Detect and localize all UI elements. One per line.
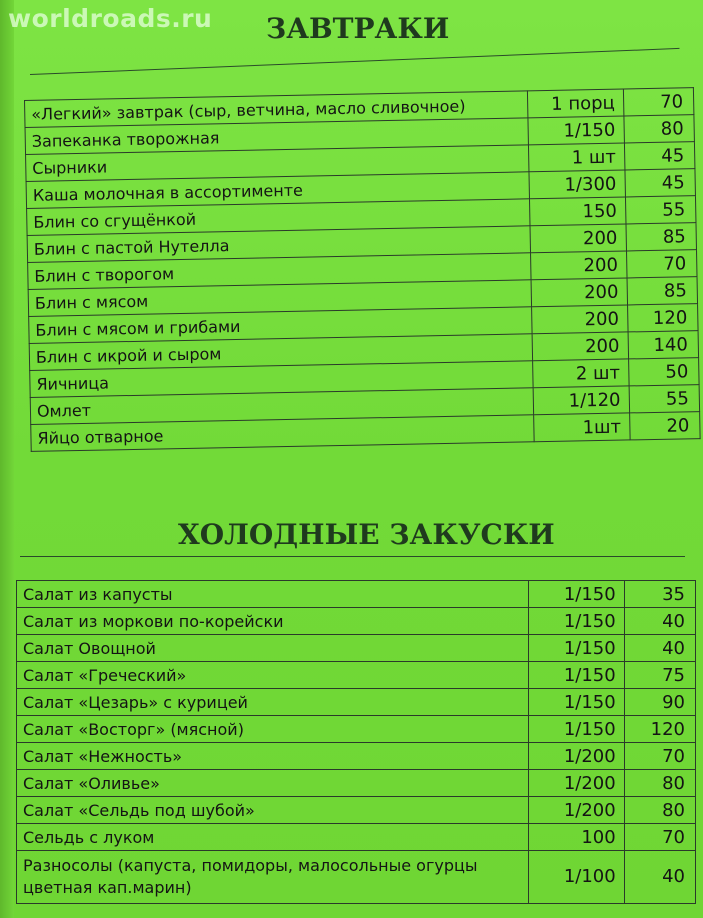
table-row	[17, 770, 696, 797]
item-price: 90	[624, 689, 695, 716]
item-price: 20	[629, 412, 700, 440]
item-price: 140	[628, 331, 699, 359]
item-price: 70	[624, 743, 695, 770]
item-name: Салат «Цезарь» с курицей	[17, 689, 529, 716]
table-row	[17, 689, 696, 716]
item-portion: 200	[530, 224, 626, 253]
item-portion: 1 порц	[528, 89, 624, 118]
section-title-cold-starters: ХОЛОДНЫЕ ЗАКУСКИ	[178, 518, 555, 551]
item-name: Запеканка творожная	[25, 118, 529, 155]
item-name: Разносолы (капуста, помидоры, малосольные огурцы цветная кап.марин)	[17, 851, 529, 904]
item-price: 75	[624, 662, 695, 689]
item-price: 35	[624, 581, 695, 608]
item-portion: 1/100	[528, 851, 624, 904]
item-price: 55	[625, 196, 696, 224]
item-name: Блин с мясом и грибами	[29, 307, 533, 344]
divider	[20, 556, 685, 557]
item-name: Салат «Сельдь под шубой»	[17, 797, 529, 824]
item-name: Сельдь с луком	[17, 824, 529, 851]
table-row	[17, 662, 696, 689]
item-name: Салат из капусты	[17, 581, 529, 608]
item-price: 40	[624, 851, 695, 904]
item-portion: 1/200	[528, 743, 624, 770]
item-portion: 1/150	[528, 608, 624, 635]
item-price: 50	[628, 358, 699, 386]
item-price: 85	[627, 277, 698, 305]
item-name: Салат из моркови по-корейски	[17, 608, 529, 635]
item-portion: 1/200	[528, 797, 624, 824]
item-name: Сырники	[26, 145, 530, 182]
item-name: Блин с мясом	[28, 280, 532, 317]
item-price: 70	[623, 88, 694, 116]
item-name: Яичница	[30, 361, 534, 398]
item-portion: 1шт	[534, 413, 630, 442]
item-price: 70	[624, 824, 695, 851]
item-portion: 1/150	[528, 716, 624, 743]
watermark: worldroads.ru	[8, 4, 213, 33]
item-name: Салат Овощной	[17, 635, 529, 662]
item-name: Салат «Восторг» (мясной)	[17, 716, 529, 743]
item-portion: 200	[531, 278, 627, 307]
table-row	[17, 851, 696, 904]
item-name: Блин с пастой Нутелла	[27, 226, 531, 263]
item-portion: 1/150	[528, 689, 624, 716]
item-price: 120	[627, 304, 698, 332]
table-row	[17, 824, 696, 851]
table-row	[17, 581, 696, 608]
item-portion: 1/120	[533, 386, 629, 415]
item-portion: 1 шт	[529, 143, 625, 172]
table-row	[17, 797, 696, 824]
item-portion: 200	[532, 332, 628, 361]
item-portion: 100	[528, 824, 624, 851]
item-portion: 1/200	[528, 770, 624, 797]
item-price: 40	[624, 635, 695, 662]
item-price: 85	[626, 223, 697, 251]
item-name: Салат «Нежность»	[17, 743, 529, 770]
item-portion: 2 шт	[533, 359, 629, 388]
item-portion: 1/300	[529, 170, 625, 199]
item-name: Блин со сгущёнкой	[27, 199, 531, 236]
item-portion: 1/150	[528, 581, 624, 608]
item-name: Омлет	[30, 388, 534, 425]
item-price: 70	[626, 250, 697, 278]
item-price: 120	[624, 716, 695, 743]
table-row	[17, 716, 696, 743]
item-portion: 1/150	[528, 116, 624, 145]
item-name: Салат «Греческий»	[17, 662, 529, 689]
section-title-breakfast: ЗАВТРАКИ	[266, 12, 450, 45]
item-name: Каша молочная в ассортименте	[26, 172, 530, 209]
item-name: Яйцо отварное	[31, 415, 535, 452]
item-portion: 1/150	[528, 662, 624, 689]
item-price: 80	[624, 115, 695, 143]
breakfast-table	[24, 87, 701, 452]
item-portion: 1/150	[528, 635, 624, 662]
item-price: 80	[624, 797, 695, 824]
item-name: Блин с творогом	[28, 253, 532, 290]
item-price: 40	[624, 608, 695, 635]
item-name: Салат «Оливье»	[17, 770, 529, 797]
divider	[30, 48, 680, 75]
item-portion: 200	[531, 251, 627, 280]
item-portion: 150	[530, 197, 626, 226]
sheet-edge	[0, 0, 14, 918]
item-price: 45	[624, 142, 695, 170]
cold-starters-table	[16, 580, 696, 904]
table-row	[17, 743, 696, 770]
table-row	[17, 608, 696, 635]
item-name: «Легкий» завтрак (сыр, ветчина, масло сливочное)	[25, 91, 529, 128]
item-price: 45	[625, 169, 696, 197]
table-row	[17, 635, 696, 662]
item-price: 80	[624, 770, 695, 797]
item-portion: 200	[532, 305, 628, 334]
item-price: 55	[629, 385, 700, 413]
item-name: Блин с икрой и сыром	[29, 334, 533, 371]
